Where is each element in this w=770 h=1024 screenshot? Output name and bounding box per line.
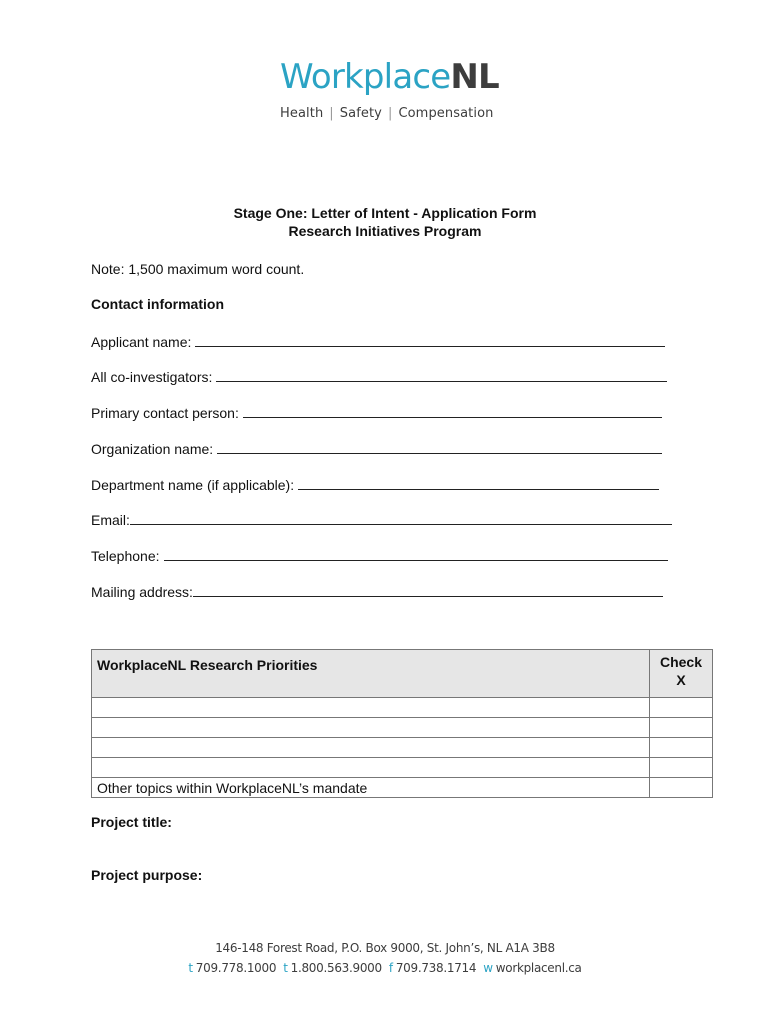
priority-cell [92,758,650,778]
form-title [0,204,770,240]
logo-tagline [280,106,520,121]
priority-cell-other-topics: Other topics within WorkplaceNL’s mandate [92,778,650,798]
tollfree-number: 1.800.563.9000 [290,961,382,975]
applicant-name-field [91,332,665,350]
project-title-label: Project title: [91,814,172,830]
priority-cell [92,698,650,718]
logo-workplace: Workplace [280,57,451,97]
table-header-row [92,650,713,698]
research-priorities-table [91,649,713,798]
fax-number: 709.738.1714 [395,961,477,975]
field-label: Mailing address: [91,584,193,600]
footer-contact [0,959,770,977]
check-cell[interactable] [650,698,713,718]
footer-address: 146-148 Forest Road, P.O. Box 9000, St. John’s, NL A1A 3B8 [215,941,555,955]
table-row [92,698,713,718]
department-name-input[interactable] [298,475,659,490]
primary-contact-input[interactable] [243,403,662,418]
check-header-x: X [676,672,686,688]
co-investigators-input[interactable] [216,367,667,382]
word-count-note: Note: 1,500 maximum word count. [91,261,305,277]
telephone-field [91,546,668,564]
field-label: Telephone: [91,548,160,564]
form-title-line1: Stage One: Letter of Intent - Application Form [233,205,537,221]
tagline-compensation: Compensation [398,106,494,121]
applicant-name-input[interactable] [195,332,665,347]
project-purpose-label: Project purpose: [91,867,203,883]
check-cell[interactable] [650,718,713,738]
tagline-health: Health [280,106,324,121]
check-cell[interactable] [650,758,713,778]
table-row [92,778,713,798]
check-header-label: Check [659,654,703,670]
mailing-address-input[interactable] [193,582,663,597]
organization-name-field [91,439,662,457]
workplacenl-logo [280,58,520,121]
web-label: w [483,961,493,975]
contact-information-heading: Contact information [91,296,224,312]
phone-label: t [188,961,193,975]
organization-name-input[interactable] [217,439,662,454]
email-field [91,510,672,528]
tollfree-label: t [283,961,288,975]
table-row [92,718,713,738]
telephone-input[interactable] [164,546,668,561]
tagline-safety: Safety [339,106,382,121]
priority-cell [92,718,650,738]
field-label: All co-investigators: [91,369,213,385]
tagline-separator: | [329,106,334,121]
website-link[interactable]: workplacenl.ca [495,961,582,975]
logo-wordmark [280,58,520,96]
check-cell[interactable] [650,778,713,798]
table-row [92,758,713,778]
research-priorities-header: WorkplaceNL Research Priorities [92,650,650,698]
co-investigators-field [91,367,667,385]
field-label: Department name (if applicable): [91,477,295,493]
form-title-line2: Research Initiatives Program [288,223,482,239]
primary-contact-field [91,403,662,421]
tagline-separator: | [387,106,393,121]
logo-nl: NL [450,57,499,97]
mailing-address-field [91,582,663,600]
fax-label: f [388,961,393,975]
priority-cell [92,738,650,758]
field-label: Organization name: [91,441,214,457]
footer [0,939,770,977]
email-input[interactable] [130,510,672,525]
department-name-field [91,475,659,493]
field-label: Email: [91,512,130,528]
check-cell[interactable] [650,738,713,758]
field-label: Applicant name: [91,334,192,350]
phone-number: 709.778.1000 [195,961,277,975]
check-column-header [650,650,713,698]
table-row [92,738,713,758]
field-label: Primary contact person: [91,405,239,421]
